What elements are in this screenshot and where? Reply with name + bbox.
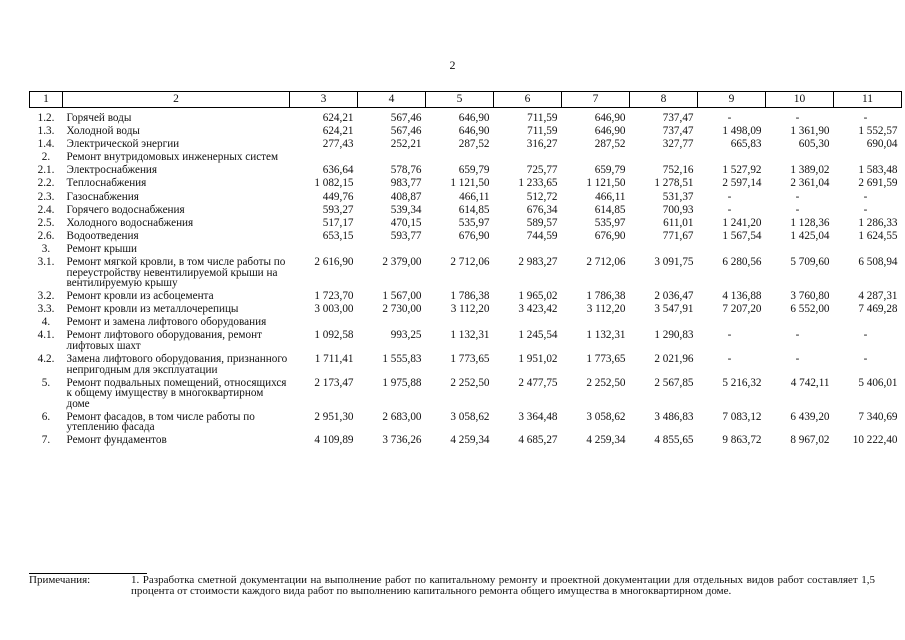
column-header: 11 xyxy=(834,92,902,108)
cost-value: 659,79 xyxy=(594,164,626,177)
cost-value: 1 389,02 xyxy=(790,164,830,177)
cost-value: 624,21 xyxy=(322,125,354,138)
table-row xyxy=(30,108,902,127)
cost-value: 4 685,27 xyxy=(518,434,558,447)
work-type: Ремонт лифтового оборудования, ремонт лифтовых шахт xyxy=(66,329,262,352)
cost-value: 4 742,11 xyxy=(790,376,830,389)
table-row xyxy=(30,435,902,448)
cost-value: 578,76 xyxy=(390,164,422,177)
cost-value: 287,52 xyxy=(458,138,490,151)
cost-value: 1 965,02 xyxy=(518,290,558,303)
cost-value: 752,16 xyxy=(662,164,694,177)
cost-value: 1 555,83 xyxy=(382,353,422,365)
cost-value: 611,01 xyxy=(663,216,694,229)
cost-value: 470,15 xyxy=(390,216,422,229)
cost-value: 287,52 xyxy=(594,138,626,151)
cost-value: - xyxy=(795,353,800,365)
cost-value: 2 036,47 xyxy=(654,290,694,303)
cost-value: 646,90 xyxy=(458,125,490,138)
cost-value: 2 252,50 xyxy=(450,376,490,389)
cost-value: 1 723,70 xyxy=(314,290,354,303)
cost-value: 3 736,26 xyxy=(382,434,422,447)
cost-value: 2 379,00 xyxy=(382,256,422,269)
cost-value: 1 786,38 xyxy=(586,290,626,303)
cost-value: 9 863,72 xyxy=(722,434,762,447)
cost-value: 252,21 xyxy=(390,138,422,151)
cost-value: 10 222,40 xyxy=(852,434,898,447)
cost-value: - xyxy=(795,203,800,216)
cost-value: - xyxy=(863,112,868,124)
column-header: 6 xyxy=(494,92,562,108)
cost-value: 3 760,80 xyxy=(790,290,830,303)
cost-value: 676,90 xyxy=(458,229,490,242)
row-number: 2.6. xyxy=(37,229,55,242)
cost-value: - xyxy=(727,353,732,365)
cost-value: 676,34 xyxy=(526,203,558,216)
row-number: 5. xyxy=(41,376,51,389)
column-header: 8 xyxy=(630,92,698,108)
cost-value: - xyxy=(727,329,732,342)
cost-value: 614,85 xyxy=(458,203,490,216)
cost-value: 1 773,65 xyxy=(450,353,490,365)
cost-value: 2 712,06 xyxy=(450,256,490,269)
row-number: 3.3. xyxy=(37,303,55,316)
work-type: Теплоснабжения xyxy=(66,177,147,190)
cost-value: 3 486,83 xyxy=(654,410,694,423)
cost-value: 1 425,04 xyxy=(790,229,830,242)
cost-value: 4 855,65 xyxy=(654,434,694,447)
cost-value: 408,87 xyxy=(390,190,422,203)
cost-value: 567,46 xyxy=(390,112,422,124)
cost-value: 700,93 xyxy=(662,203,694,216)
cost-value: 2 730,00 xyxy=(382,303,422,316)
cost-value: 2 951,30 xyxy=(314,410,354,423)
cost-value: 7 207,20 xyxy=(722,303,762,316)
row-number: 4.2. xyxy=(37,353,55,365)
work-type: Горячего водоснабжения xyxy=(66,203,185,216)
cost-value: 589,57 xyxy=(526,216,558,229)
cost-value: 466,11 xyxy=(595,190,626,203)
cost-value: - xyxy=(727,203,732,216)
work-type: Холодного водоснабжения xyxy=(66,216,194,229)
row-number: 2. xyxy=(41,151,51,164)
row-number: 1.3. xyxy=(37,125,55,138)
row-number: 3.2. xyxy=(37,290,55,303)
cost-value: 2 477,75 xyxy=(518,376,558,389)
work-type: Газоснабжения xyxy=(66,190,139,203)
work-type: Водоотведения xyxy=(66,229,139,242)
table-header-row xyxy=(30,92,902,108)
work-type: Горячей воды xyxy=(66,112,132,124)
cost-value: 653,15 xyxy=(322,229,354,242)
cost-value: 2 361,04 xyxy=(790,177,830,190)
table-row xyxy=(30,178,902,191)
cost-value: 3 058,62 xyxy=(450,410,490,423)
cost-value: 1 711,41 xyxy=(314,353,354,365)
row-number: 6. xyxy=(41,410,51,423)
row-number: 3. xyxy=(41,242,51,255)
row-number: 2.2. xyxy=(37,177,55,190)
table-row xyxy=(30,192,902,205)
cost-value: 1 786,38 xyxy=(450,290,490,303)
cost-value: 1 552,57 xyxy=(858,125,898,138)
row-number: 2.5. xyxy=(37,216,55,229)
cost-value: 316,27 xyxy=(526,138,558,151)
cost-value: 2 683,00 xyxy=(382,410,422,423)
notes-text: 1. Разработка сметной документации на выполнение работ по капитальному ремонту и проектной документации для отдельных видов работ составляет 1,5 процента от стоимости каждого вида работ по выполнению капитального ремонта общего имущества в многоквартирном доме. xyxy=(131,574,875,597)
cost-value: 725,77 xyxy=(526,164,558,177)
cost-value: 567,46 xyxy=(390,125,422,138)
cost-value: 1 241,20 xyxy=(722,216,762,229)
cost-value: 1 233,65 xyxy=(518,177,558,190)
cost-value: 636,64 xyxy=(322,164,354,177)
cost-value: 1 082,15 xyxy=(314,177,354,190)
work-type: Ремонт крыши xyxy=(66,242,138,255)
row-number: 2.3. xyxy=(37,190,55,203)
cost-value: 1 121,50 xyxy=(586,177,626,190)
cost-value: 2 616,90 xyxy=(314,256,354,269)
column-header: 9 xyxy=(698,92,766,108)
cost-value: 2 597,14 xyxy=(722,177,762,190)
table-row xyxy=(30,412,902,436)
cost-value: 1 290,83 xyxy=(654,329,694,342)
work-type: Ремонт кровли из асбоцемента xyxy=(66,290,214,303)
cost-value: 327,77 xyxy=(662,138,694,151)
cost-value: 4 287,31 xyxy=(858,290,898,303)
cost-value: 593,77 xyxy=(390,229,422,242)
work-type: Ремонт кровли из металлочерепицы xyxy=(66,303,239,316)
cost-value: 646,90 xyxy=(458,112,490,124)
cost-value: 771,67 xyxy=(662,229,694,242)
column-header: 3 xyxy=(290,92,358,108)
cost-value: 3 091,75 xyxy=(654,256,694,269)
cost-value: - xyxy=(727,112,732,124)
cost-value: 539,34 xyxy=(390,203,422,216)
row-number: 7. xyxy=(41,434,51,447)
cost-value: 665,83 xyxy=(730,138,762,151)
work-type: Холодной воды xyxy=(66,125,140,138)
row-number: 1.4. xyxy=(37,138,55,151)
column-header: 10 xyxy=(766,92,834,108)
cost-value: 277,43 xyxy=(322,138,354,151)
cost-value: 4 259,34 xyxy=(586,434,626,447)
page-number: 2 xyxy=(449,58,456,72)
table-row xyxy=(30,378,902,412)
table-row xyxy=(30,218,902,231)
cost-value: 711,59 xyxy=(527,125,558,138)
cost-value: 1 527,92 xyxy=(722,164,762,177)
cost-value: 3 547,91 xyxy=(654,303,694,316)
cost-value: 614,85 xyxy=(594,203,626,216)
cost-value: 737,47 xyxy=(662,125,694,138)
cost-value: 1 975,88 xyxy=(382,376,422,389)
cost-value: 517,17 xyxy=(322,216,354,229)
cost-value: 1 567,54 xyxy=(722,229,762,242)
cost-value: 4 259,34 xyxy=(450,434,490,447)
cost-value: 1 951,02 xyxy=(518,353,558,365)
column-header: 1 xyxy=(30,92,63,108)
work-type: Электроснабжения xyxy=(66,164,158,177)
cost-table xyxy=(29,91,902,448)
cost-value: 1 132,31 xyxy=(586,329,626,342)
cost-value: 1 583,48 xyxy=(858,164,898,177)
table-row xyxy=(30,205,902,218)
cost-value: 449,76 xyxy=(322,190,354,203)
cost-value: 2 567,85 xyxy=(654,376,694,389)
cost-value: 4 136,88 xyxy=(722,290,762,303)
row-number: 2.1. xyxy=(37,164,55,177)
column-header: 4 xyxy=(358,92,426,108)
cost-value: 1 132,31 xyxy=(450,329,490,342)
row-number: 1.2. xyxy=(37,112,55,124)
cost-value: 1 624,55 xyxy=(858,229,898,242)
cost-value: 7 340,69 xyxy=(858,410,898,423)
cost-value: - xyxy=(727,190,732,203)
cost-value: 1 773,65 xyxy=(586,353,626,365)
work-type: Ремонт внутридомовых инженерных систем xyxy=(66,151,279,164)
cost-value: - xyxy=(795,329,800,342)
cost-value: - xyxy=(795,112,800,124)
cost-value: 3 112,20 xyxy=(450,303,490,316)
cost-value: 659,79 xyxy=(458,164,490,177)
cost-value: - xyxy=(863,329,868,342)
cost-value: 3 058,62 xyxy=(586,410,626,423)
cost-value: 1 128,36 xyxy=(790,216,830,229)
cost-value: 2 983,27 xyxy=(518,256,558,269)
cost-value: 1 567,00 xyxy=(382,290,422,303)
cost-value: 690,04 xyxy=(866,138,898,151)
column-header: 2 xyxy=(63,92,290,108)
cost-value: 605,30 xyxy=(798,138,830,151)
cost-value: 2 691,59 xyxy=(858,177,898,190)
table-row xyxy=(30,257,902,291)
work-type: Замена лифтового оборудования, признанного непригодным для эксплуатации xyxy=(66,353,288,376)
cost-value: 993,25 xyxy=(390,329,422,342)
cost-value: 1 286,33 xyxy=(858,216,898,229)
cost-value: 5 709,60 xyxy=(790,256,830,269)
cost-value: 983,77 xyxy=(390,177,422,190)
cost-value: 6 552,00 xyxy=(790,303,830,316)
cost-value: 2 712,06 xyxy=(586,256,626,269)
cost-value: 1 278,51 xyxy=(654,177,694,190)
cost-value: 2 252,50 xyxy=(586,376,626,389)
cost-value: 676,90 xyxy=(594,229,626,242)
cost-value: 1 121,50 xyxy=(450,177,490,190)
work-type: Ремонт и замена лифтового оборудования xyxy=(66,316,267,329)
notes-label: Примечания: xyxy=(29,574,91,586)
work-type: Ремонт подвальных помещений, относящихся к общему имуществу в многоквартирном доме xyxy=(66,376,287,410)
row-number: 3.1. xyxy=(37,256,55,269)
cost-value: 593,27 xyxy=(322,203,354,216)
cost-value: 624,21 xyxy=(322,112,354,124)
cost-value: - xyxy=(795,190,800,203)
cost-value: 646,90 xyxy=(594,112,626,124)
table-row xyxy=(30,354,902,378)
table-row xyxy=(30,330,902,354)
cost-value: - xyxy=(863,353,868,365)
cost-value: 7 083,12 xyxy=(722,410,762,423)
work-type: Ремонт фасадов, в том числе работы по утеплению фасада xyxy=(66,410,255,434)
cost-value: 5 216,32 xyxy=(722,376,762,389)
cost-value: 646,90 xyxy=(594,125,626,138)
work-type: Ремонт фундаментов xyxy=(66,434,167,447)
cost-value: 6 439,20 xyxy=(790,410,830,423)
cost-value: 2 173,47 xyxy=(314,376,354,389)
cost-value: 8 967,02 xyxy=(790,434,830,447)
table-body xyxy=(30,108,902,449)
cost-value: 535,97 xyxy=(594,216,626,229)
cost-value: 737,47 xyxy=(662,112,694,124)
cost-value: 3 423,42 xyxy=(518,303,558,316)
cost-value: 1 498,09 xyxy=(722,125,762,138)
cost-value: 5 406,01 xyxy=(858,376,898,389)
cost-value: 512,72 xyxy=(526,190,558,203)
cost-value: 535,97 xyxy=(458,216,490,229)
cost-value: 1 245,54 xyxy=(518,329,558,342)
cost-value: 1 092,58 xyxy=(314,329,354,342)
column-header: 5 xyxy=(426,92,494,108)
cost-value: 3 003,00 xyxy=(314,303,354,316)
cost-value: 3 112,20 xyxy=(586,303,626,316)
cost-value: 1 361,90 xyxy=(790,125,830,138)
cost-value: - xyxy=(863,203,868,216)
cost-value: 531,37 xyxy=(662,190,694,203)
cost-value: 2 021,96 xyxy=(654,353,694,365)
row-number: 4.1. xyxy=(37,329,55,342)
row-number: 4. xyxy=(41,316,51,329)
row-number: 2.4. xyxy=(37,203,55,216)
cost-value: - xyxy=(863,190,868,203)
cost-value: 7 469,28 xyxy=(858,303,898,316)
table-row xyxy=(30,231,902,244)
cost-value: 4 109,89 xyxy=(314,434,354,447)
cost-value: 711,59 xyxy=(527,112,558,124)
column-header: 7 xyxy=(562,92,630,108)
cost-value: 744,59 xyxy=(526,229,558,242)
work-type: Электрической энергии xyxy=(66,138,180,151)
cost-value: 466,11 xyxy=(459,190,490,203)
cost-value: 6 280,56 xyxy=(722,256,762,269)
work-type: Ремонт мягкой кровли, в том числе работы по переустройству невентилируемой крыши на вентилируемую крышу xyxy=(66,256,286,290)
cost-value: 6 508,94 xyxy=(858,256,898,269)
cost-value: 3 364,48 xyxy=(518,410,558,423)
